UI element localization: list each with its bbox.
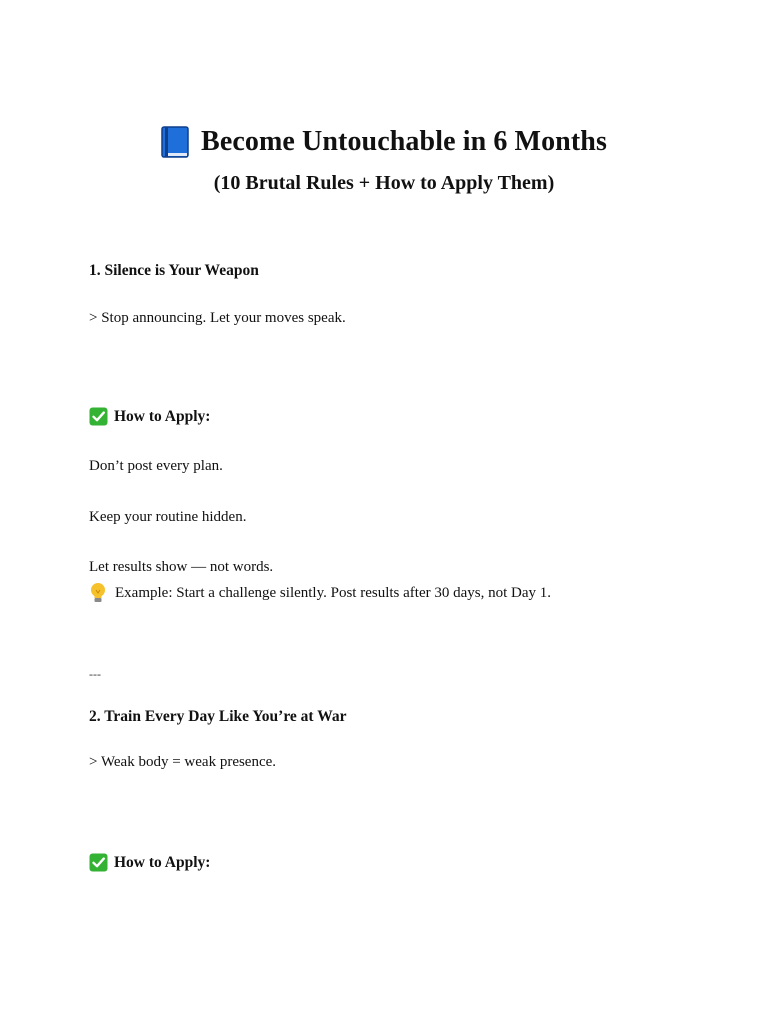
step-2: Keep your routine hidden. bbox=[89, 509, 247, 525]
page-title: Become Untouchable in 6 Months bbox=[201, 126, 607, 157]
section-1-howto bbox=[89, 407, 210, 426]
page-subtitle: (10 Brutal Rules + How to Apply Them) bbox=[213, 172, 555, 194]
example-text: Example: Start a challenge silently. Post results after 30 days, not Day 1. bbox=[115, 584, 552, 601]
section-separator: --- bbox=[89, 667, 101, 681]
section-2-howto bbox=[89, 853, 210, 872]
section-2-quote: > Weak body = weak presence. bbox=[89, 754, 277, 770]
lightbulb-icon bbox=[89, 582, 107, 604]
section-1-heading: 1. Silence is Your Weapon bbox=[89, 262, 259, 279]
blue-book-icon bbox=[161, 126, 189, 158]
section-1-example bbox=[89, 582, 551, 604]
green-check-icon bbox=[89, 407, 108, 426]
title-row bbox=[0, 126, 768, 158]
step-3: Let results show — not words. bbox=[89, 559, 274, 575]
green-check-icon bbox=[89, 853, 108, 872]
section-1-quote: > Stop announcing. Let your moves speak. bbox=[89, 310, 346, 326]
step-1: Don’t post every plan. bbox=[89, 458, 223, 474]
howto-label: How to Apply: bbox=[114, 407, 211, 425]
howto-label: How to Apply: bbox=[114, 853, 211, 871]
section-2-heading: 2. Train Every Day Like You’re at War bbox=[89, 708, 347, 725]
